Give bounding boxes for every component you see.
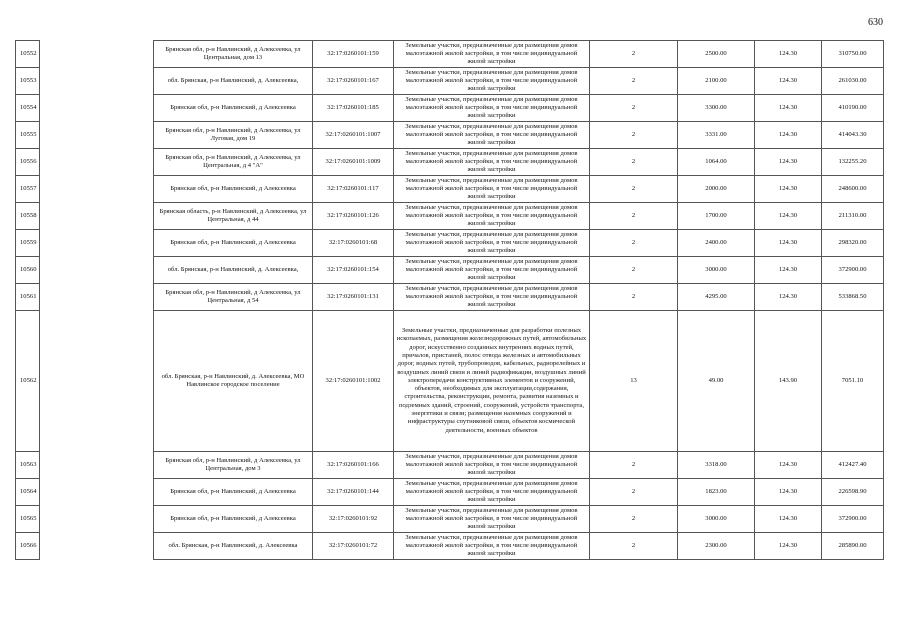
cadastral-number-cell: 32:17:0260101:166 [313, 452, 394, 479]
area-cell: 2400.00 [678, 230, 755, 257]
spacer-cell [40, 311, 154, 452]
spacer-cell [40, 533, 154, 560]
row-number-cell: 10562 [16, 311, 40, 452]
group-code-cell: 13 [590, 311, 678, 452]
group-code-cell: 2 [590, 122, 678, 149]
land-purpose-cell: Земельные участки, предназначенные для размещения домов малоэтажной жилой застройки, в том числе индивидуальной жилой застройки [394, 284, 590, 311]
cadastral-number-cell: 32:17:0260101:167 [313, 68, 394, 95]
land-purpose-cell: Земельные участки, предназначенные для размещения домов малоэтажной жилой застройки, в том числе индивидуальной жилой застройки [394, 203, 590, 230]
row-number-cell: 10556 [16, 149, 40, 176]
land-purpose-cell: Земельные участки, предназначенные для размещения домов малоэтажной жилой застройки, в том числе индивидуальной жилой застройки [394, 506, 590, 533]
land-purpose-cell: Земельные участки, предназначенные для размещения домов малоэтажной жилой застройки, в том числе индивидуальной жилой застройки [394, 230, 590, 257]
row-number-cell: 10565 [16, 506, 40, 533]
area-cell: 2500.00 [678, 41, 755, 68]
cadastral-number-cell: 32:17:0260101:185 [313, 95, 394, 122]
row-number-cell: 10555 [16, 122, 40, 149]
land-purpose-cell: Земельные участки, предназначенные для размещения домов малоэтажной жилой застройки, в том числе индивидуальной жилой застройки [394, 452, 590, 479]
land-purpose-cell: Земельные участки, предназначенные для размещения домов малоэтажной жилой застройки, в том числе индивидуальной жилой застройки [394, 41, 590, 68]
area-cell: 1064.00 [678, 149, 755, 176]
area-cell: 1700.00 [678, 203, 755, 230]
specific-value-cell: 124.30 [755, 506, 822, 533]
address-cell: Брянская обл, р-н Навлинский, д Алексеевка, ул Центральная, д 4 "А" [154, 149, 313, 176]
address-cell: обл. Брянская, р-н Навлинский, д. Алексеевка, [154, 257, 313, 284]
area-cell: 1823.00 [678, 479, 755, 506]
table-row [16, 176, 884, 203]
cadastral-value-cell: 132255.20 [822, 149, 884, 176]
spacer-cell [40, 95, 154, 122]
row-number-cell: 10558 [16, 203, 40, 230]
spacer-cell [40, 452, 154, 479]
group-code-cell: 2 [590, 533, 678, 560]
cadastral-value-cell: 285890.00 [822, 533, 884, 560]
address-cell: Брянская обл, р-н Навлинский, д Алексеевка [154, 479, 313, 506]
table-row [16, 95, 884, 122]
address-cell: обл. Брянская, р-н Навлинский, д. Алексеевка, МО Навлинское городское поселение [154, 311, 313, 452]
cadastral-number-cell: 32:17:0260101:154 [313, 257, 394, 284]
cadastral-value-cell: 372900.00 [822, 257, 884, 284]
area-cell: 3000.00 [678, 506, 755, 533]
land-purpose-cell: Земельные участки, предназначенные для размещения домов малоэтажной жилой застройки, в том числе индивидуальной жилой застройки [394, 176, 590, 203]
area-cell: 4295.00 [678, 284, 755, 311]
table-row [16, 533, 884, 560]
spacer-cell [40, 176, 154, 203]
table-row [16, 68, 884, 95]
table-row [16, 284, 884, 311]
cadastral-number-cell: 32:17:0260101:92 [313, 506, 394, 533]
row-number-cell: 10557 [16, 176, 40, 203]
page-number: 630 [868, 17, 883, 28]
cadastral-value-cell: 310750.00 [822, 41, 884, 68]
cadastral-value-cell: 298320.00 [822, 230, 884, 257]
cadastral-number-cell: 32:17:0260101:72 [313, 533, 394, 560]
specific-value-cell: 124.30 [755, 479, 822, 506]
specific-value-cell: 124.30 [755, 257, 822, 284]
land-purpose-cell: Земельные участки, предназначенные для размещения домов малоэтажной жилой застройки, в том числе индивидуальной жилой застройки [394, 149, 590, 176]
cadastral-number-cell: 32:17:0260101:1009 [313, 149, 394, 176]
address-cell: обл. Брянская, р-н Навлинский, д. Алексеевка, [154, 68, 313, 95]
group-code-cell: 2 [590, 203, 678, 230]
group-code-cell: 2 [590, 452, 678, 479]
land-purpose-cell: Земельные участки, предназначенные для размещения домов малоэтажной жилой застройки, в том числе индивидуальной жилой застройки [394, 479, 590, 506]
address-cell: Брянская обл, р-н Навлинский, д Алексеевка, ул Луговая, дом 19 [154, 122, 313, 149]
row-number-cell: 10553 [16, 68, 40, 95]
spacer-cell [40, 68, 154, 95]
spacer-cell [40, 230, 154, 257]
cadastral-value-cell: 248600.00 [822, 176, 884, 203]
address-cell: Брянская обл, р-н Навлинский, д Алексеевка, ул Центральная, дом 13 [154, 41, 313, 68]
cadastral-value-cell: 261030.00 [822, 68, 884, 95]
cadastral-number-cell: 32:17:0260101:68 [313, 230, 394, 257]
spacer-cell [40, 506, 154, 533]
specific-value-cell: 124.30 [755, 284, 822, 311]
area-cell: 2000.00 [678, 176, 755, 203]
specific-value-cell: 124.30 [755, 95, 822, 122]
address-cell: Брянская область, р-н Навлинский, д Алексеевка, ул Центральная, д 44 [154, 203, 313, 230]
land-purpose-cell: Земельные участки, предназначенные для размещения домов малоэтажной жилой застройки, в том числе индивидуальной жилой застройки [394, 95, 590, 122]
table-row [16, 506, 884, 533]
row-number-cell: 10564 [16, 479, 40, 506]
address-cell: Брянская обл, р-н Навлинский, д Алексеевка [154, 176, 313, 203]
land-purpose-cell: Земельные участки, предназначенные для размещения домов малоэтажной жилой застройки, в том числе индивидуальной жилой застройки [394, 257, 590, 284]
area-cell: 2100.00 [678, 68, 755, 95]
table-row [16, 230, 884, 257]
cadastral-value-cell: 410190.00 [822, 95, 884, 122]
group-code-cell: 2 [590, 95, 678, 122]
specific-value-cell: 124.30 [755, 122, 822, 149]
spacer-cell [40, 257, 154, 284]
table-row [16, 203, 884, 230]
group-code-cell: 2 [590, 479, 678, 506]
cadastral-number-cell: 32:17:0260101:1007 [313, 122, 394, 149]
row-number-cell: 10561 [16, 284, 40, 311]
table-row [16, 149, 884, 176]
spacer-cell [40, 203, 154, 230]
table-row [16, 257, 884, 284]
cadastral-number-cell: 32:17:0260101:159 [313, 41, 394, 68]
specific-value-cell: 124.30 [755, 452, 822, 479]
land-purpose-cell: Земельные участки, предназначенные для размещения домов малоэтажной жилой застройки, в том числе индивидуальной жилой застройки [394, 68, 590, 95]
area-cell: 3331.00 [678, 122, 755, 149]
cadastral-value-cell: 372900.00 [822, 506, 884, 533]
specific-value-cell: 124.30 [755, 68, 822, 95]
specific-value-cell: 124.30 [755, 41, 822, 68]
group-code-cell: 2 [590, 68, 678, 95]
land-purpose-cell: Земельные участки, предназначенные для разработки полезных ископаемых, размещения железнодорожных путей, автомобильных дорог, искусственно созданных внутренних водных путей, причалов, пристаней, полос отвода железных и автомобильных дорог, водных путей, трубопроводов, кабельных, радиорелейных и воздушных линий связи и линий радиофикации, воздушных линий электропередачи конструктивных элементов и сооружений, объектов, необходимых для эксплуатации,содержания, строительства, реконструкции, ремонта, развития наземных и подземных зданий, строений, сооружений, устройств транспорта, энергетики и связи; размещения наземных сооружений и инфраструктуры спутниковой связи, объектов космической деятельности, военных объектов [394, 311, 590, 452]
table-body [16, 41, 884, 560]
table-row [16, 452, 884, 479]
spacer-cell [40, 479, 154, 506]
row-number-cell: 10563 [16, 452, 40, 479]
address-cell: обл. Брянская, р-н Навлинский, д. Алексеевка [154, 533, 313, 560]
area-cell: 3318.00 [678, 452, 755, 479]
specific-value-cell: 143.90 [755, 311, 822, 452]
group-code-cell: 2 [590, 284, 678, 311]
specific-value-cell: 124.30 [755, 533, 822, 560]
group-code-cell: 2 [590, 230, 678, 257]
area-cell: 49.00 [678, 311, 755, 452]
group-code-cell: 2 [590, 149, 678, 176]
cadastral-number-cell: 32:17:0260101:126 [313, 203, 394, 230]
cadastral-number-cell: 32:17:0260101:144 [313, 479, 394, 506]
group-code-cell: 2 [590, 41, 678, 68]
group-code-cell: 2 [590, 257, 678, 284]
area-cell: 2300.00 [678, 533, 755, 560]
specific-value-cell: 124.30 [755, 149, 822, 176]
cadastral-number-cell: 32:17:0260101:131 [313, 284, 394, 311]
address-cell: Брянская обл, р-н Навлинский, д Алексеевка [154, 506, 313, 533]
address-cell: Брянская обл, р-н Навлинский, д Алексеевка [154, 230, 313, 257]
cadastral-value-cell: 211310.00 [822, 203, 884, 230]
cadastral-value-cell: 412427.40 [822, 452, 884, 479]
row-number-cell: 10566 [16, 533, 40, 560]
row-number-cell: 10552 [16, 41, 40, 68]
table-row [16, 122, 884, 149]
spacer-cell [40, 41, 154, 68]
specific-value-cell: 124.30 [755, 203, 822, 230]
row-number-cell: 10560 [16, 257, 40, 284]
land-purpose-cell: Земельные участки, предназначенные для размещения домов малоэтажной жилой застройки, в том числе индивидуальной жилой застройки [394, 122, 590, 149]
area-cell: 3000.00 [678, 257, 755, 284]
row-number-cell: 10559 [16, 230, 40, 257]
cadastral-value-cell: 414043.30 [822, 122, 884, 149]
spacer-cell [40, 284, 154, 311]
cadastral-value-cell: 533868.50 [822, 284, 884, 311]
specific-value-cell: 124.30 [755, 176, 822, 203]
table-row [16, 479, 884, 506]
address-cell: Брянская обл, р-н Навлинский, д Алексеевка, ул Центральная, д 54 [154, 284, 313, 311]
specific-value-cell: 124.30 [755, 230, 822, 257]
cadastral-number-cell: 32:17:0260101:117 [313, 176, 394, 203]
row-number-cell: 10554 [16, 95, 40, 122]
land-cadastre-table [15, 40, 884, 560]
land-purpose-cell: Земельные участки, предназначенные для размещения домов малоэтажной жилой застройки, в том числе индивидуальной жилой застройки [394, 533, 590, 560]
address-cell: Брянская обл, р-н Навлинский, д Алексеевка, ул Центральная, дом 3 [154, 452, 313, 479]
group-code-cell: 2 [590, 506, 678, 533]
spacer-cell [40, 149, 154, 176]
cadastral-number-cell: 32:17:0260101:1002 [313, 311, 394, 452]
table-row [16, 311, 884, 452]
table-row [16, 41, 884, 68]
address-cell: Брянская обл, р-н Навлинский, д Алексеевка [154, 95, 313, 122]
area-cell: 3300.00 [678, 95, 755, 122]
cadastral-value-cell: 7051.10 [822, 311, 884, 452]
spacer-cell [40, 122, 154, 149]
cadastral-value-cell: 226598.90 [822, 479, 884, 506]
group-code-cell: 2 [590, 176, 678, 203]
